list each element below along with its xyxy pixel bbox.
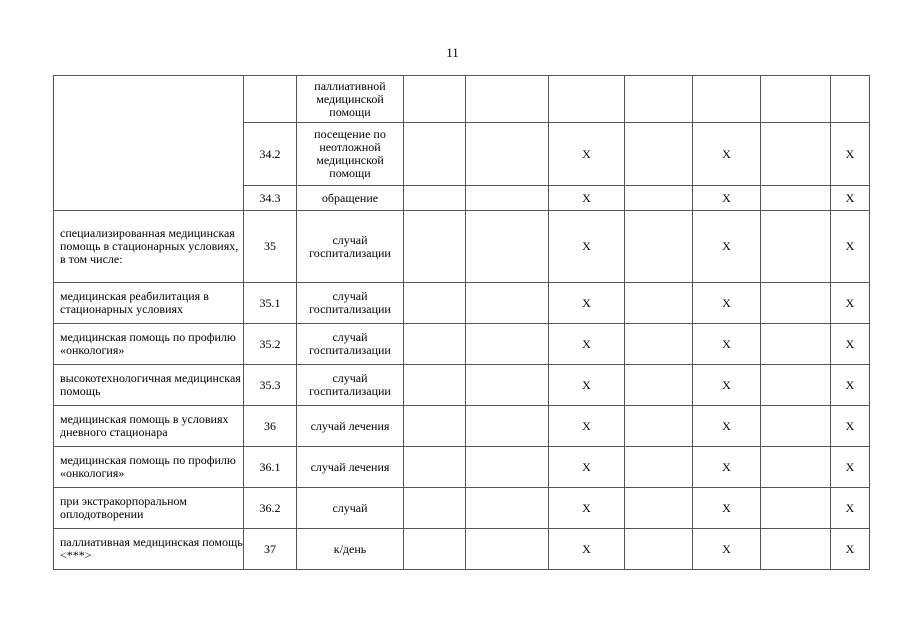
value-cell [466,283,549,324]
data-table [53,75,870,570]
value-cell [625,406,693,447]
table-row [54,76,870,123]
value-cell [466,186,549,211]
table-row [54,324,870,365]
unit-cell: паллиативной медицинской помощи [297,76,404,123]
unit-cell: случай госпитализации [297,365,404,406]
value-cell [761,447,831,488]
value-cell [404,211,466,283]
value-cell [761,76,831,123]
value-cell [466,406,549,447]
value-cell [466,447,549,488]
table-row [54,529,870,570]
table-row [54,488,870,529]
row-name: медицинская реабилитация в стационарных условиях [54,283,244,324]
value-cell [404,529,466,570]
value-cell [625,324,693,365]
value-cell: X [831,488,870,529]
value-cell [625,529,693,570]
value-cell: X [549,365,625,406]
value-cell: X [693,211,761,283]
row-name: медицинская помощь по профилю «онкология» [54,324,244,365]
value-cell [404,365,466,406]
value-cell: X [831,406,870,447]
row-number: 34.2 [244,123,297,186]
value-cell: X [549,324,625,365]
value-cell: X [831,324,870,365]
value-cell: X [831,365,870,406]
row-number: 35.3 [244,365,297,406]
row-number: 35.1 [244,283,297,324]
value-cell: X [549,406,625,447]
value-cell [404,283,466,324]
value-cell: X [693,406,761,447]
row-number: 36 [244,406,297,447]
value-cell: X [693,447,761,488]
value-cell: X [549,283,625,324]
value-cell: X [831,283,870,324]
value-cell: X [693,283,761,324]
value-cell [466,211,549,283]
table-row [54,283,870,324]
value-cell [404,406,466,447]
value-cell [761,186,831,211]
value-cell: X [831,529,870,570]
row-name: при экстракорпоральном оплодотворении [54,488,244,529]
table-row [54,365,870,406]
value-cell: X [693,529,761,570]
value-cell: X [693,365,761,406]
unit-cell: обращение [297,186,404,211]
row-name [54,76,244,211]
value-cell [625,447,693,488]
row-number: 36.1 [244,447,297,488]
value-cell: X [831,186,870,211]
value-cell: X [831,211,870,283]
value-cell: X [693,488,761,529]
value-cell [625,211,693,283]
unit-cell: посещение по неотложной медицинской помощи [297,123,404,186]
value-cell [404,447,466,488]
unit-cell: случай [297,488,404,529]
value-cell: X [549,211,625,283]
value-cell [404,123,466,186]
value-cell [761,123,831,186]
value-cell [625,123,693,186]
row-name: медицинская помощь по профилю «онкология» [54,447,244,488]
value-cell [625,283,693,324]
table-row [54,447,870,488]
value-cell [625,365,693,406]
value-cell: X [549,529,625,570]
value-cell: X [693,186,761,211]
value-cell [466,529,549,570]
page-number: 11 [446,45,459,60]
value-cell [466,365,549,406]
value-cell [693,76,761,123]
value-cell: X [693,123,761,186]
value-cell [404,488,466,529]
value-cell: X [549,186,625,211]
row-name: паллиативная медицинская помощь <***> [54,529,244,570]
value-cell [466,324,549,365]
value-cell [831,76,870,123]
value-cell [549,76,625,123]
unit-cell: к/день [297,529,404,570]
row-name: высокотехнологичная медицинская помощь [54,365,244,406]
unit-cell: случай лечения [297,447,404,488]
row-number: 37 [244,529,297,570]
value-cell: X [549,123,625,186]
value-cell: X [549,447,625,488]
value-cell: X [549,488,625,529]
row-name: специализированная медицинская помощь в стационарных условиях, в том числе: [54,211,244,283]
value-cell: X [693,324,761,365]
value-cell [625,488,693,529]
value-cell [625,76,693,123]
value-cell [466,76,549,123]
value-cell: X [831,123,870,186]
value-cell [466,123,549,186]
row-number: 36.2 [244,488,297,529]
unit-cell: случай госпитализации [297,211,404,283]
value-cell [761,211,831,283]
value-cell [625,186,693,211]
unit-cell: случай лечения [297,406,404,447]
value-cell [761,324,831,365]
row-number: 35.2 [244,324,297,365]
row-number: 35 [244,211,297,283]
value-cell [761,283,831,324]
unit-cell: случай госпитализации [297,324,404,365]
value-cell [404,186,466,211]
row-number: 34.3 [244,186,297,211]
value-cell [761,488,831,529]
row-number [244,76,297,123]
value-cell [761,365,831,406]
value-cell [761,406,831,447]
unit-cell: случай госпитализации [297,283,404,324]
value-cell [466,488,549,529]
value-cell [761,529,831,570]
value-cell [404,76,466,123]
table-row [54,406,870,447]
table-row [54,211,870,283]
value-cell: X [831,447,870,488]
row-name: медицинская помощь в условиях дневного стационара [54,406,244,447]
value-cell [404,324,466,365]
